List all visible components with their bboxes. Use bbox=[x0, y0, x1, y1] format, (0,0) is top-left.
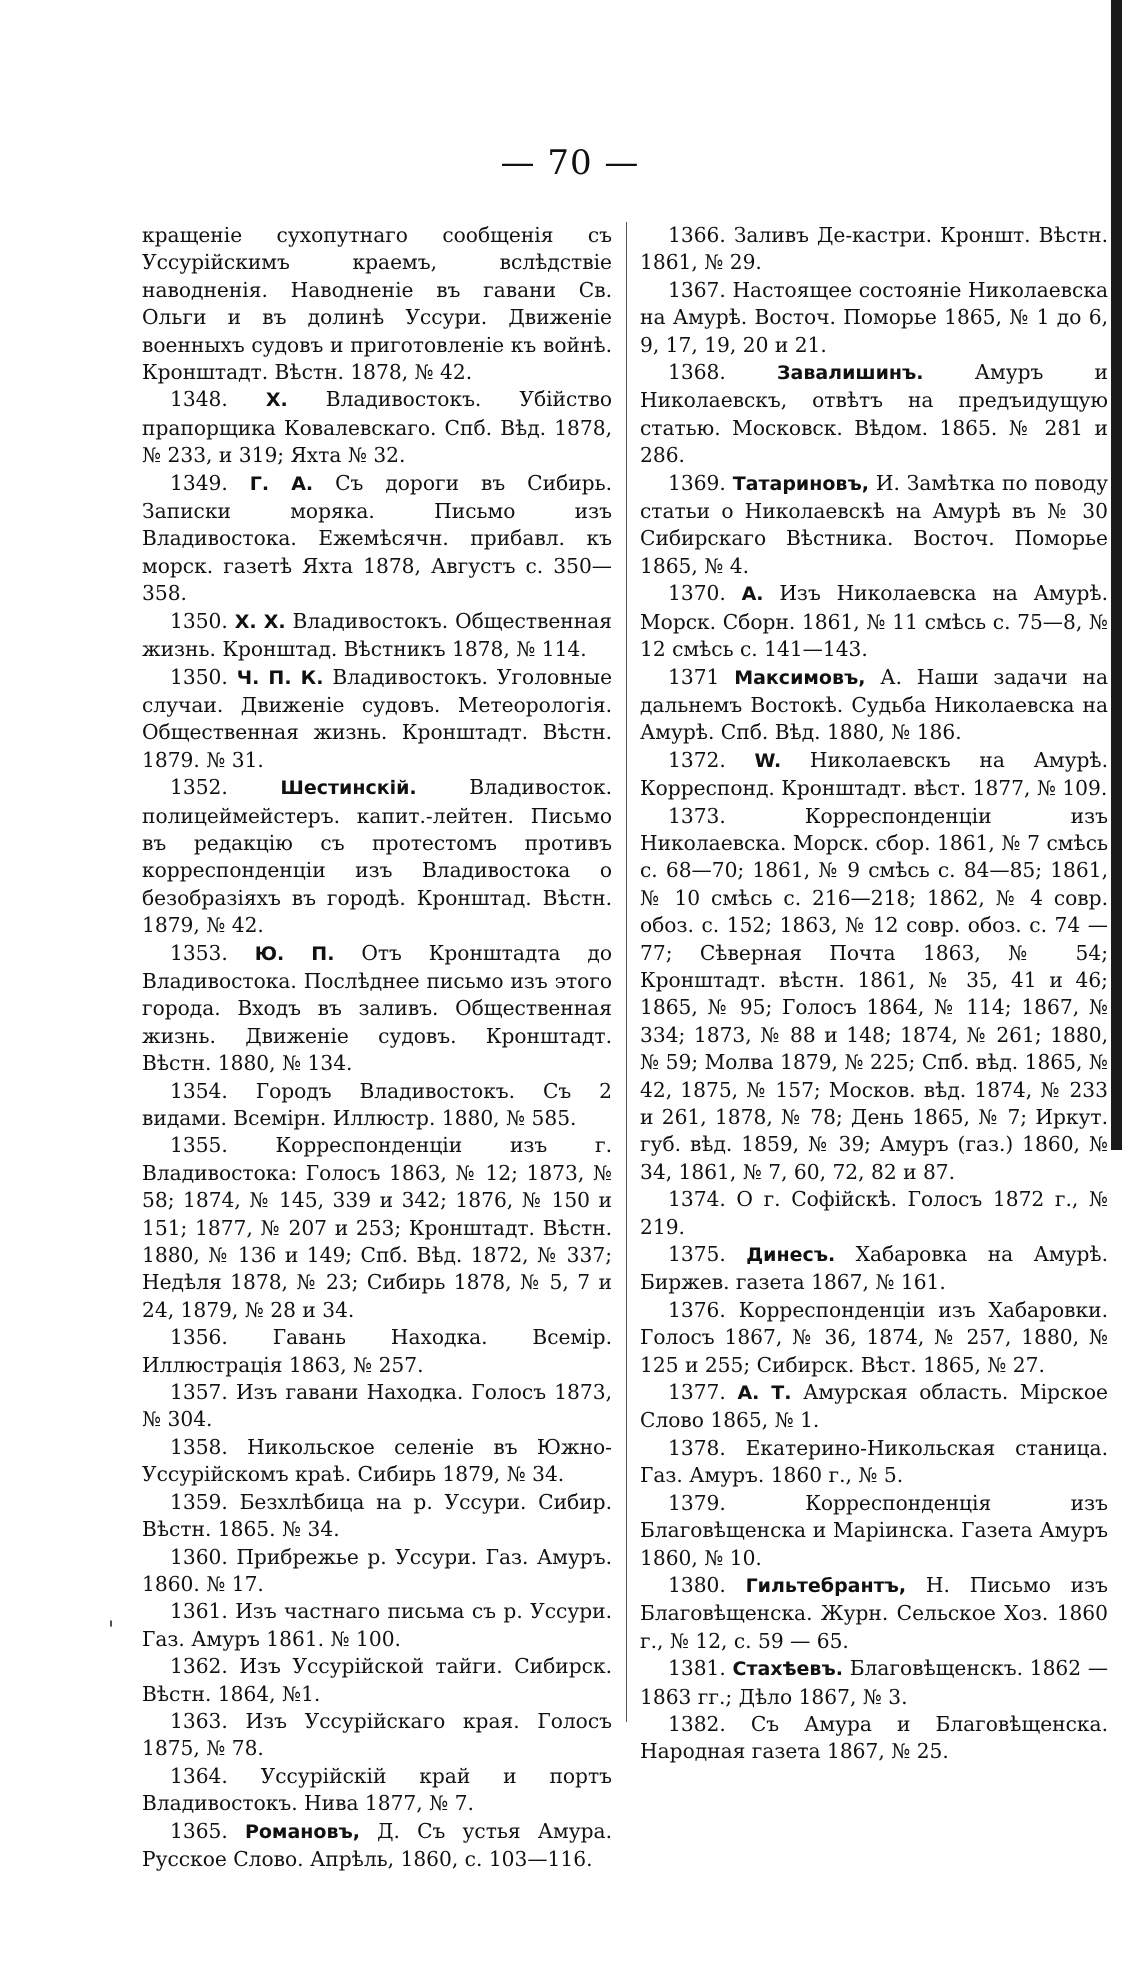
entry-author: А. Т. bbox=[737, 1382, 792, 1405]
bibliography-entry bbox=[142, 664, 612, 775]
bibliography-entry bbox=[142, 1489, 612, 1544]
right-column bbox=[640, 222, 1108, 1766]
entry-number: 1368. bbox=[668, 360, 726, 385]
entry-text: Корреспонденціи изъ г. Владивостока: Голосъ 1863, № 12; 1873, № 58; 1874, № 145, 339 и 342; 1876, № 150 и 151; 1877, № 207 и 253; Кронштадт. Вѣстн. 1880, № 136 и 149; Спб. Вѣд. 1872, № 337; Недѣля 1878, № 23; Сибирь 1878, № 5, 7 и 24, 1879, № 28 и 34. bbox=[142, 1133, 612, 1322]
entry-text: Екатерино-Никольская станица. Газ. Амуръ. 1860 г., № 5. bbox=[640, 1435, 1108, 1488]
entry-number: 1366. bbox=[668, 223, 726, 247]
entry-text: Гавань Находка. Всемір. Иллюстрація 1863, № 257. bbox=[142, 1325, 612, 1377]
entry-author: Динесъ. bbox=[746, 1244, 836, 1267]
bibliography-entry bbox=[142, 1434, 612, 1489]
entry-text: Д. Съ устья Амура. Русское Слово. Апрѣль, 1860, с. 103—116. bbox=[142, 1818, 613, 1871]
entry-text: Н. Письмо изъ Благовѣщенска. Журн. Сельское Хоз. 1860 г., № 12, с. 59 — 65. bbox=[640, 1572, 1108, 1653]
entry-text: Уссурійскій край и портъ Владивостокъ. Нива 1877, № 7. bbox=[142, 1763, 612, 1816]
column-divider bbox=[626, 222, 627, 1722]
entry-text: Никольское селеніе въ Южно-Уссурійскомъ краѣ. Сибирь 1879, № 34. bbox=[142, 1434, 612, 1487]
entry-text: Безхлѣбица на р. Уссури. Сибир. Вѣстн. 1865. № 34. bbox=[142, 1489, 613, 1542]
bibliography-entry bbox=[640, 1186, 1108, 1241]
entry-text: Изъ гавани Находка. Голосъ 1873, № 304. bbox=[142, 1380, 612, 1432]
entry-number: 1348. bbox=[170, 387, 228, 412]
entry-author: Стахѣевъ. bbox=[732, 1658, 843, 1681]
entry-text: Отъ Кронштадта до Владивостока. Послѣднее письмо изъ этого города. Входъ въ заливъ. Общественная жизнь. Движеніе судовъ. Кронштадт. Вѣстн. 1880, № 134. bbox=[142, 940, 612, 1076]
entry-text: Корреспонденціи изъ Хабаровки. Голосъ 1867, № 36, 1874, № 257, 1880, № 125 и 255; Сибирск. Вѣст. 1865, № 27. bbox=[640, 1297, 1108, 1377]
entry-number: 1349. bbox=[170, 470, 228, 495]
entry-text: Владивостокъ. Убійство прапорщика Ковалевскаго. Спб. Вѣд. 1878, № 233, и 319; Яхта № 32. bbox=[142, 387, 613, 468]
bibliography-entry bbox=[142, 386, 612, 469]
bibliography-entry bbox=[640, 1490, 1108, 1572]
bibliography-entry bbox=[640, 1297, 1108, 1379]
bibliography-entry bbox=[142, 940, 612, 1078]
entry-author: Татариновъ, bbox=[732, 472, 869, 495]
entry-text: Корреспонденція изъ Благовѣщенска и Маріинска. Газета Амуръ 1860, № 10. bbox=[640, 1490, 1108, 1570]
bibliography-entry bbox=[142, 1078, 612, 1133]
entry-number: 1361. bbox=[170, 1599, 228, 1624]
entry-author: А. bbox=[741, 583, 764, 606]
entry-number: 1360. bbox=[170, 1544, 228, 1569]
bibliography-entry bbox=[142, 1763, 612, 1818]
entry-text: Изъ Уссурійскаго края. Голосъ 1875, № 78. bbox=[142, 1708, 612, 1761]
entry-number: 1369. bbox=[668, 470, 726, 495]
entry-number: 1378. bbox=[668, 1435, 726, 1460]
entry-author: Г. А. bbox=[249, 472, 314, 495]
entry-text: Николаевскъ на Амурѣ. Корреспонд. Кронштадт. вѣст. 1877, № 109. bbox=[640, 747, 1109, 801]
entry-text: Изъ частнаго письма съ р. Уссури. Газ. Амуръ 1861. № 100. bbox=[142, 1599, 613, 1651]
entry-number: 1362. bbox=[170, 1654, 228, 1679]
bibliography-entry bbox=[640, 1435, 1108, 1490]
entry-text: И. Замѣтка по поводу статьи о Николаевскѣ на Амурѣ въ № 30 Сибирскаго Вѣстника. Восточ. Поморье 1865, № 4. bbox=[640, 470, 1108, 578]
bibliography-entry bbox=[640, 359, 1108, 470]
entry-number: 1373. bbox=[668, 803, 726, 828]
entry-text: Городъ Владивостокъ. Съ 2 видами. Всемірн. Иллюстр. 1880, № 585. bbox=[142, 1078, 612, 1130]
entry-text: Владивостокъ. Общественная жизнь. Кронштад. Вѣстникъ 1878, № 114. bbox=[142, 608, 612, 662]
entry-number: 1364. bbox=[170, 1763, 228, 1788]
entry-text: Амуръ и Николаевскъ, отвѣтъ на предъидущую статью. Московск. Вѣдом. 1865. № 281 и 286. bbox=[640, 360, 1109, 468]
entry-text: Амурская область. Мірское Слово 1865, № 1. bbox=[640, 1380, 1108, 1433]
entry-number: 1377. bbox=[668, 1380, 726, 1405]
entry-text: Настоящее состояніе Николаевска на Амурѣ. Восточ. Поморье 1865, № 1 до 6, 9, 17, 19, 20 и 21. bbox=[640, 277, 1108, 357]
entry-number: 1350. bbox=[170, 664, 228, 689]
entry-text: Владивостокъ. Уголовные случаи. Движеніе судовъ. Метеорологія. Общественная жизнь. Кронштадт. Вѣстн. 1879. № 31. bbox=[142, 664, 613, 772]
bibliography-entry bbox=[142, 1132, 612, 1324]
bibliography-entry bbox=[640, 803, 1108, 1187]
entry-number: 1353. bbox=[170, 940, 228, 965]
entry-number: 1381. bbox=[668, 1656, 726, 1681]
entry-text: Изъ Уссурійской тайги. Сибирск. Вѣстн. 1864, №1. bbox=[142, 1654, 612, 1706]
bibliography-entry bbox=[640, 1711, 1108, 1766]
entry-author: Максимовъ, bbox=[734, 666, 866, 689]
entry-author: Х. Х. bbox=[234, 610, 286, 633]
bibliography-entry bbox=[640, 1241, 1108, 1297]
bibliography-entry bbox=[142, 222, 612, 386]
entry-text: Изъ Николаевска на Амурѣ. Морск. Сборн. 1861, № 11 смѣсь с. 75—8, № 12 смѣсь с. 141—143. bbox=[640, 581, 1108, 662]
entry-author: Романовъ, bbox=[244, 1820, 360, 1843]
entry-number: 1355. bbox=[170, 1133, 228, 1158]
stray-mark: ' bbox=[108, 1618, 115, 1643]
entry-author: W. bbox=[754, 749, 782, 772]
bibliography-entry bbox=[640, 277, 1108, 359]
bibliography-entry bbox=[142, 1324, 612, 1379]
entry-author: Х. bbox=[265, 389, 288, 412]
bibliography-entry bbox=[142, 1818, 612, 1874]
entry-number: 1357. bbox=[170, 1380, 228, 1405]
entry-text: Съ Амура и Благовѣщенска. Народная газета 1867, № 25. bbox=[640, 1711, 1108, 1764]
entry-text: Заливъ Де-кастри. Кроншт. Вѣстн. 1861, № 29. bbox=[640, 223, 1108, 275]
bibliography-entry bbox=[142, 1653, 612, 1708]
entry-number: 1379. bbox=[668, 1490, 726, 1515]
entry-text: Хабаровка на Амурѣ. Биржев. газета 1867, № 161. bbox=[640, 1242, 1108, 1295]
entry-number: 1354. bbox=[170, 1078, 228, 1103]
bibliography-entry bbox=[640, 580, 1108, 663]
entry-number: 1367. bbox=[668, 277, 726, 302]
bibliography-entry bbox=[640, 1655, 1108, 1711]
entry-number: 1365. bbox=[170, 1818, 228, 1843]
entry-number: 1359. bbox=[170, 1489, 228, 1514]
bibliography-entry bbox=[640, 470, 1108, 581]
bibliography-entry bbox=[640, 1379, 1108, 1435]
entry-number: 1374. bbox=[668, 1187, 726, 1212]
entry-text: Съ дороги въ Сибирь. Записки моряка. Письмо изъ Владивостока. Ежемѣсячн. прибавл. къ морск. газетѣ Яхта 1878, Августъ с. 350—358. bbox=[142, 470, 612, 606]
entry-author: Завалишинъ. bbox=[777, 362, 924, 385]
entry-number: 1363. bbox=[170, 1708, 228, 1733]
entry-number: 1352. bbox=[170, 775, 228, 800]
entry-number: 1380. bbox=[668, 1572, 726, 1597]
entry-text: Корреспонденціи изъ Николаевска. Морск. сбор. 1861, № 7 смѣсь с. 68—70; 1861, № 9 смѣсь с. 84—85; 1861, № 10 смѣсь с. 216—218; 1862, № 4 совр. обоз. с. 152; 1863, № 12 совр. обоз. с. 74 — 77; Сѣверная Почта 1863, № 54; Кронштадт. вѣстн. 1861, № 35, 41 и 46; 1865, № 95; Голосъ 1864, № 114; 1867, № 334; 1873, № 88 и 148; 1874, № 261; 1880, № 59; Молва 1879, № 225; Спб. вѣд. 1865, № 42, 1875, № 157; Москов. вѣд. 1874, № 233 и 261, 1878, № 78; День 1865, № 7; Иркут. губ. вѣд. 1859, № 39; Амуръ (газ.) 1860, № 34, 1861, № 7, 60, 72, 82 и 87. bbox=[640, 803, 1108, 1184]
entry-number: 1372. bbox=[668, 747, 726, 772]
entry-number: 1358. bbox=[170, 1434, 228, 1459]
bibliography-entry bbox=[142, 1544, 612, 1599]
entry-author: Ю. П. bbox=[254, 942, 335, 965]
entry-text: А. Наши задачи на дальнемъ Востокѣ. Судьба Николаевска на Амурѣ. Спб. Вѣд. 1880, № 186. bbox=[640, 664, 1109, 745]
bibliography-entry bbox=[142, 774, 612, 939]
entry-number: 1370. bbox=[668, 581, 726, 606]
bibliography-entry bbox=[142, 608, 612, 664]
entry-author: Ч. П. К. bbox=[236, 666, 324, 689]
bibliography-entry bbox=[142, 470, 612, 608]
page-number: — 70 — bbox=[500, 143, 640, 183]
entry-author: Гильтебрантъ, bbox=[745, 1574, 907, 1597]
entry-text: кращеніе сухопутнаго сообщенія съ Уссурійскимъ краемъ, вслѣдствіе наводненія. Наводненіе въ гавани Св. Ольги и въ долинѣ Уссури. Движеніе военныхъ судовъ и приготовленіе къ войнѣ. Кронштадт. Вѣстн. 1878, № 42. bbox=[142, 223, 612, 385]
bibliography-entry bbox=[142, 1379, 612, 1434]
bibliography-entry bbox=[640, 1572, 1108, 1655]
bibliography-entry bbox=[640, 747, 1108, 803]
entry-number: 1376. bbox=[668, 1297, 726, 1322]
entry-number: 1382. bbox=[668, 1711, 726, 1736]
entry-number: 1356. bbox=[170, 1325, 228, 1350]
entry-text: Владивосток. полицеймейстеръ. капит.-лейтен. Письмо въ редакцію съ протестомъ противъ корреспонденціи изъ Владивостока о безобразіяхъ въ городѣ. Кронштад. Вѣстн. 1879, № 42. bbox=[142, 775, 612, 938]
entry-number: 1350. bbox=[170, 608, 228, 633]
entry-author: Шестинскій. bbox=[280, 777, 417, 800]
bibliography-entry bbox=[640, 664, 1108, 747]
left-column bbox=[142, 222, 612, 1873]
entry-text: О г. Софійскѣ. Голосъ 1872 г., № 219. bbox=[640, 1187, 1108, 1239]
entry-number: 1371 bbox=[668, 664, 720, 689]
bibliography-entry bbox=[142, 1708, 612, 1763]
entry-number: 1375. bbox=[668, 1242, 726, 1267]
entry-text: Прибрежье р. Уссури. Газ. Амуръ. 1860. № 17. bbox=[142, 1544, 613, 1596]
bibliography-entry bbox=[640, 222, 1108, 277]
entry-text: Благовѣщенскъ. 1862 — 1863 гг.; Дѣло 1867, № 3. bbox=[640, 1656, 1109, 1709]
bibliography-entry bbox=[142, 1598, 612, 1653]
